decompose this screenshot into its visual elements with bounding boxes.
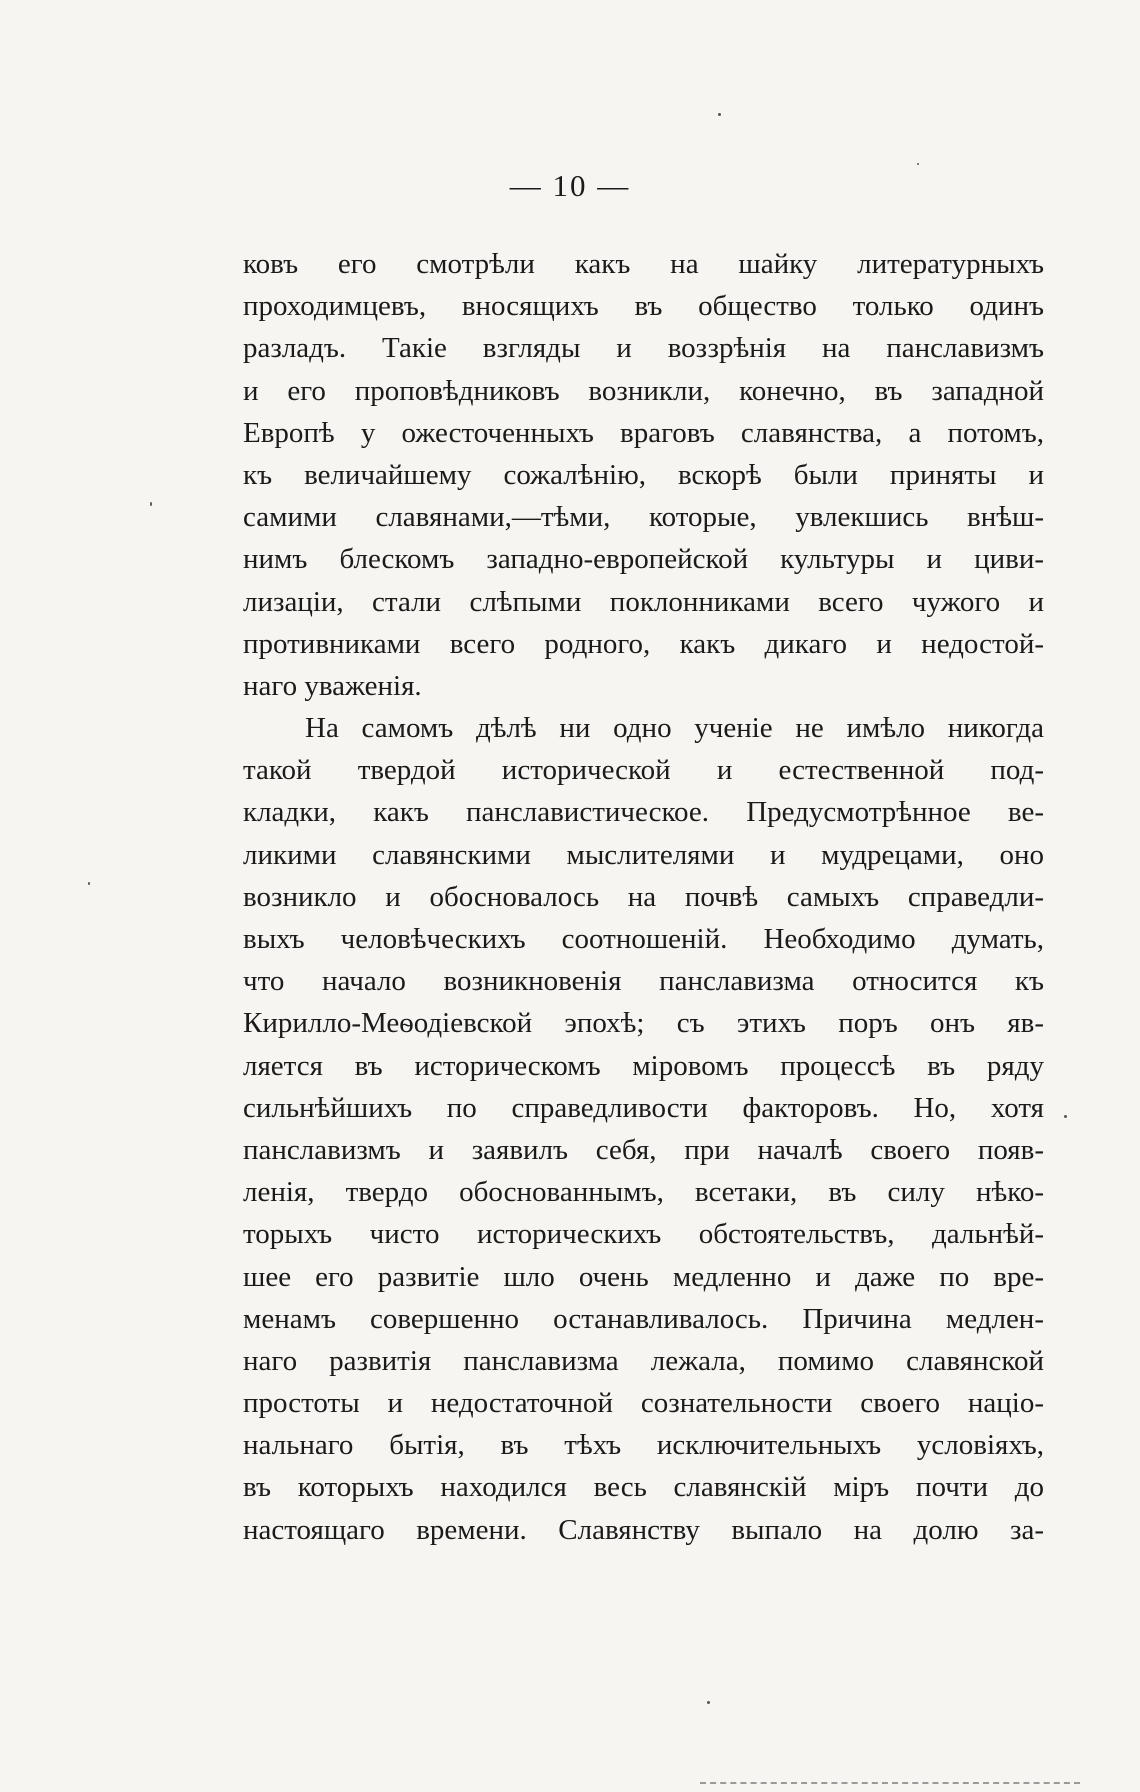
text-line: наго развитія панславизма лежала, помимо славянской [243,1344,1044,1377]
scan-speck [1064,1115,1067,1118]
text-line: простоты и недостаточной сознательности своего націо- [243,1387,1044,1420]
text-line: лизаціи, стали слѣпыми поклонниками всего чужого и [243,585,1044,618]
text-line: ковъ его смотрѣли какъ на шайку литературныхъ [243,248,1044,280]
scan-speck [88,882,90,885]
text-line: проходимцевъ, вносящихъ въ общество только одинъ [243,290,1044,323]
text-line: панславизмъ и заявилъ себя, при началѣ своего появ- [243,1133,1044,1166]
paragraph [243,707,1044,1551]
scan-artifact-line [700,1782,1080,1786]
body-text [243,243,1044,1551]
text-line: настоящаго времени. Славянству выпало на долю за- [243,1513,1044,1546]
scan-speck [707,1701,710,1704]
text-line: шее его развитіе шло очень медленно и даже по вре- [243,1260,1044,1293]
text-line: ленія, твердо обоснованнымъ, всетаки, въ силу нѣко- [243,1176,1044,1209]
text-line: ликими славянскими мыслителями и мудрецами, оно [243,838,1044,871]
text-line: самими славянами,—тѣми, которые, увлекшись внѣш- [243,501,1044,534]
text-line: въ которыхъ находился весь славянскій міръ почти до [243,1471,1044,1504]
text-line: и его проповѣдниковъ возникли, конечно, въ западной [243,374,1044,407]
scan-speck [150,502,152,506]
text-line: менамъ совершенно останавливалось. Причина медлен- [243,1302,1044,1335]
text-line: кладки, какъ панславистическое. Предусмотрѣнное ве- [243,796,1044,829]
text-line: возникло и обосновалось на почвѣ самыхъ справедли- [243,880,1044,913]
paragraph [243,243,1044,707]
text-line: къ величайшему сожалѣнію, вскорѣ были приняты и [243,458,1044,491]
text-line: выхъ человѣческихъ соотношеній. Необходимо думать, [243,923,1044,955]
text-line: нимъ блескомъ западно-европейской культуры и циви- [243,543,1044,576]
text-line: ляется въ историческомъ міровомъ процессѣ въ ряду [243,1049,1044,1082]
text-line: такой твердой исторической и естественной под- [243,754,1044,787]
text-line: разладъ. Такіе взгляды и воззрѣнія на панславизмъ [243,332,1044,365]
scan-speck [718,113,721,116]
page-number: — 10 — [509,168,631,203]
text-line: противниками всего родного, какъ дикаго и недостой- [243,627,1044,660]
text-line: Кирилло-Меѳодіевской эпохѣ; съ этихъ поръ онъ яв- [243,1007,1044,1040]
scan-speck [917,163,919,165]
text-line: Европѣ у ожесточенныхъ враговъ славянства, а потомъ, [243,416,1044,449]
text-line: наго уваженія. [243,669,422,702]
text-line: что начало возникновенія панславизма относится къ [243,965,1044,998]
text-line: нальнаго бытія, въ тѣхъ исключительныхъ условіяхъ, [243,1429,1044,1462]
text-line: торыхъ чисто историческихъ обстоятельствъ, дальнѣй- [243,1218,1044,1251]
text-line: На самомъ дѣлѣ ни одно ученіе не имѣло никогда [305,712,1044,745]
text-line: сильнѣйшихъ по справедливости факторовъ. Но, хотя [243,1091,1044,1124]
